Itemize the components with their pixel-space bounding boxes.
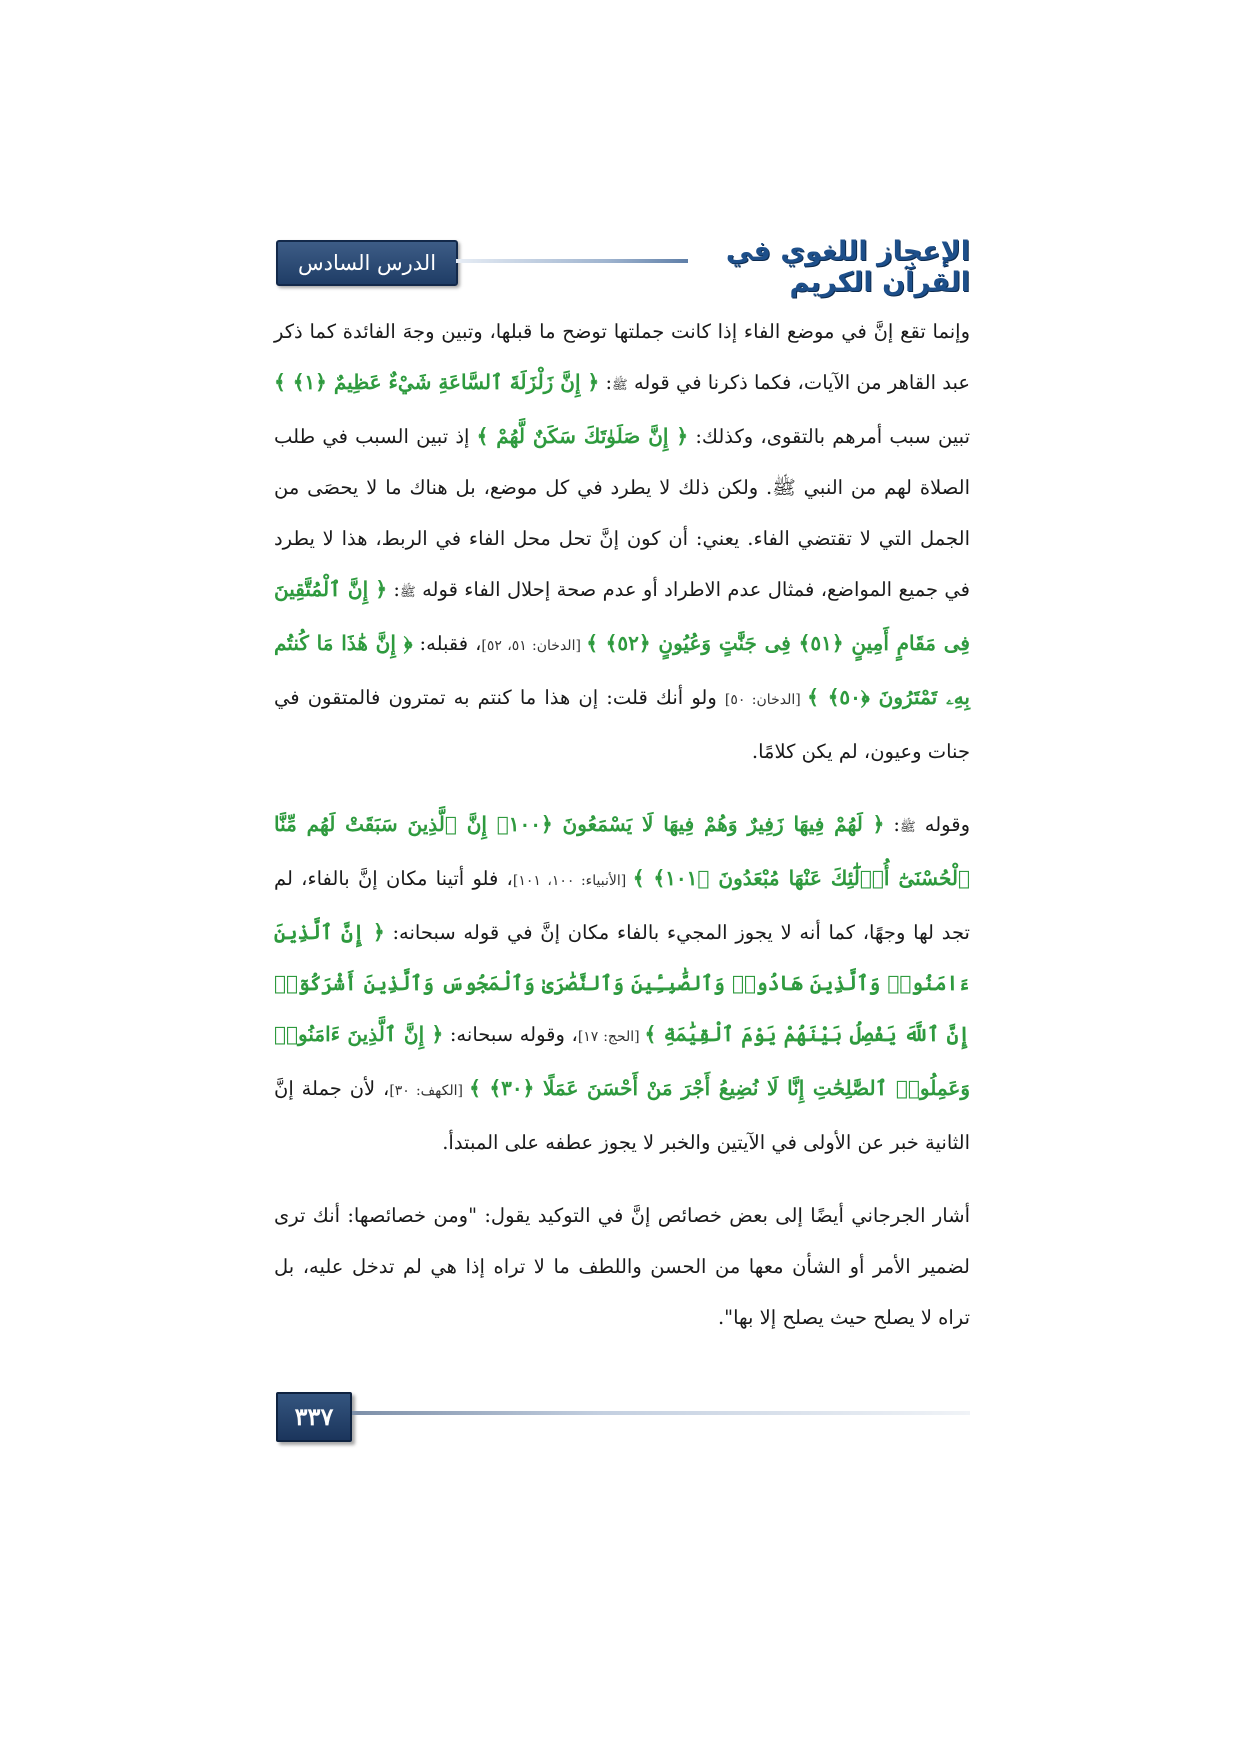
quran-verse: ﴿ إِنَّ صَلَوٰتَكَ سَكَنٌ لَّهُمْ ﴾ [476, 424, 689, 448]
quran-verse: ﴿ إِنَّ زَلْزَلَةَ ٱلسَّاعَةِ شَيْءٌ عَظِيمٌ ﴿١﴾ ﴾ [274, 370, 600, 394]
verse-reference: [الدخان: ٥١، ٥٢] [481, 638, 587, 654]
footer-rule [352, 1411, 970, 1415]
quran-verse: ﴿ إِنَّ ٱلْمُتَّقِينَ فِى مَقَامٍ أَمِينٍ ﴿٥١﴾ فِى جَنَّٰتٍ وَعُيُونٍ ﴿٥٢﴾ ﴾ [274, 577, 970, 655]
page-footer [276, 1392, 970, 1438]
page-number: ٣٣٧ [276, 1392, 352, 1442]
verse-reference: [الأنبياء: ١٠٠، ١٠١] [512, 873, 633, 889]
page-body [274, 306, 970, 1343]
quran-verse: ﴿ إِنَّ ٱلَّذِينَ ءَامَنُوا۟ وَٱلَّذِينَ هَادُوا۟ وَٱلصَّٰبِـِٔينَ وَٱلنَّصَٰرَىٰ وَٱلْمَجُوسَ وَٱلَّذِينَ أَشْرَكُوٓا۟ إِنَّ ٱللَّهَ يَفْصِلُ بَيْنَهُمْ يَوْمَ ٱلْقِيَٰمَةِ ﴾ [274, 920, 971, 1046]
verse-reference: [الدخان: ٥٠] [724, 692, 808, 708]
verse-reference: [الكهف: ٣٠] [389, 1083, 470, 1099]
quran-verse: ﴿ لَهُمْ فِيهَا زَفِيرٌ وَهُمْ فِيهَا لَا يَسْمَعُونَ ﴿١٠٠﴾ إِنَّ ٱلَّذِينَ سَبَقَتْ لَهُم مِّنَّا ٱلْحُسْنَىٰٓ أُو۟لَٰٓئِكَ عَنْهَا مُبْعَدُونَ ﴿١٠١﴾ ﴾ [274, 812, 971, 890]
verse-reference: [الحج: ١٧] [577, 1029, 645, 1045]
quran-verse: ﴿ إِنَّ ٱلَّذِينَ ءَامَنُوا۟ وَعَمِلُوا۟ ٱلصَّٰلِحَٰتِ إِنَّا لَا نُضِيعُ أَجْرَ مَنْ أَحْسَنَ عَمَلًا ﴿٣٠﴾ ﴾ [274, 1022, 970, 1100]
paragraph-spacer [274, 1168, 970, 1190]
paragraph-2: وقوله ﷺ: ﴿ لَهُمْ فِيهَا زَفِيرٌ وَهُمْ فِيهَا لَا يَسْمَعُونَ ﴿١٠٠﴾ إِنَّ ٱلَّذِينَ سَبَقَتْ لَهُم مِّنَّا ٱلْحُسْنَىٰٓ أُو۟لَٰٓئِكَ عَنْهَا مُبْعَدُونَ ﴿١٠١﴾ ﴾ [الأنبياء: ١٠٠، ١٠١]، فلو أتينا مكان إنَّ بالفاء، لم تجد لها وجهًا، كما أنه لا يجوز المجيء بالفاء مكان إنَّ في قوله سبحانه: ﴿ إِنَّ ٱلَّذِينَ ءَامَنُوا۟ وَٱلَّذِينَ هَادُوا۟ وَٱلصَّٰبِـِٔينَ وَٱلنَّصَٰرَىٰ وَٱلْمَجُوسَ وَٱلَّذِينَ أَشْرَكُوٓا۟ إِنَّ ٱللَّهَ يَفْصِلُ بَيْنَهُمْ يَوْمَ ٱلْقِيَٰمَةِ ﴾ [الحج: ١٧]، وقوله سبحانه: ﴿ إِنَّ ٱلَّذِينَ ءَامَنُوا۟ وَعَمِلُوا۟ ٱلصَّٰلِحَٰتِ إِنَّا لَا نُضِيعُ أَجْرَ مَنْ أَحْسَنَ عَمَلًا ﴿٣٠﴾ ﴾ [الكهف: ٣٠]، لأن جملة إنَّ الثانية خبر عن الأولى في الآيتين والخبر لا يجوز عطفه على المبتدأ. [274, 812, 971, 1154]
honorific-symbol: ﷺ [612, 378, 628, 393]
honorific-symbol: ﷺ [900, 820, 916, 835]
lesson-label-badge: الدرس السادس عشر [276, 240, 458, 286]
book-title: الإعجاز اللغوي في القرآن الكريم [725, 236, 970, 298]
header-rule [456, 259, 688, 263]
honorific-symbol: ﷺ [400, 585, 416, 600]
running-header [276, 232, 970, 317]
quran-verse: ﴿ إِنَّ هَٰذَا مَا كُنتُم بِهِۦ تَمْتَرُونَ ﴿٥٠﴾ ﴾ [274, 631, 970, 709]
paragraph-spacer [274, 777, 970, 799]
paragraph-1: وإنما تقع إنَّ في موضع الفاء إذا كانت جملتها توضح ما قبلها، وتبين وجهَ الفائدة كما ذكر عبد القاهر من الآيات، فكما ذكرنا في قوله ﷺ: ﴿ إِنَّ زَلْزَلَةَ ٱلسَّاعَةِ شَيْءٌ عَظِيمٌ ﴿١﴾ ﴾ تبين سبب أمرهم بالتقوى، وكذلك: ﴿ إِنَّ صَلَوٰتَكَ سَكَنٌ لَّهُمْ ﴾ إذ تبين السبب في طلب الصلاة لهم من النبي ﷺ. ولكن ذلك لا يطرد في كل موضع، بل هناك ما لا يحصَى من الجمل التي لا تقتضي الفاء. يعني: أن كون إنَّ تحل محل الفاء في الربط، هذا لا يطرد في جميع المواضع، فمثال عدم الاطراد أو عدم صحة إحلال الفاء قوله ﷺ: ﴿ إِنَّ ٱلْمُتَّقِينَ فِى مَقَامٍ أَمِينٍ ﴿٥١﴾ فِى جَنَّٰتٍ وَعُيُونٍ ﴿٥٢﴾ ﴾ [الدخان: ٥١، ٥٢]، فقبله: ﴿ إِنَّ هَٰذَا مَا كُنتُم بِهِۦ تَمْتَرُونَ ﴿٥٠﴾ ﴾ [الدخان: ٥٠] ولو أنك قلت: إن هذا ما كنتم به تمترون فالمتقون في جنات وعيون، لم يكن كلامًا. [274, 320, 970, 763]
paragraph-3: أشار الجرجاني أيضًا إلى بعض خصائص إنَّ في التوكيد يقول: "ومن خصائصها: أنك ترى لضمير الأمر أو الشأن معها من الحسن واللطف ما لا تراه إذا هي لم تدخل عليه، بل تراه لا يصلح حيث يصلح إلا بها". [274, 1204, 970, 1329]
